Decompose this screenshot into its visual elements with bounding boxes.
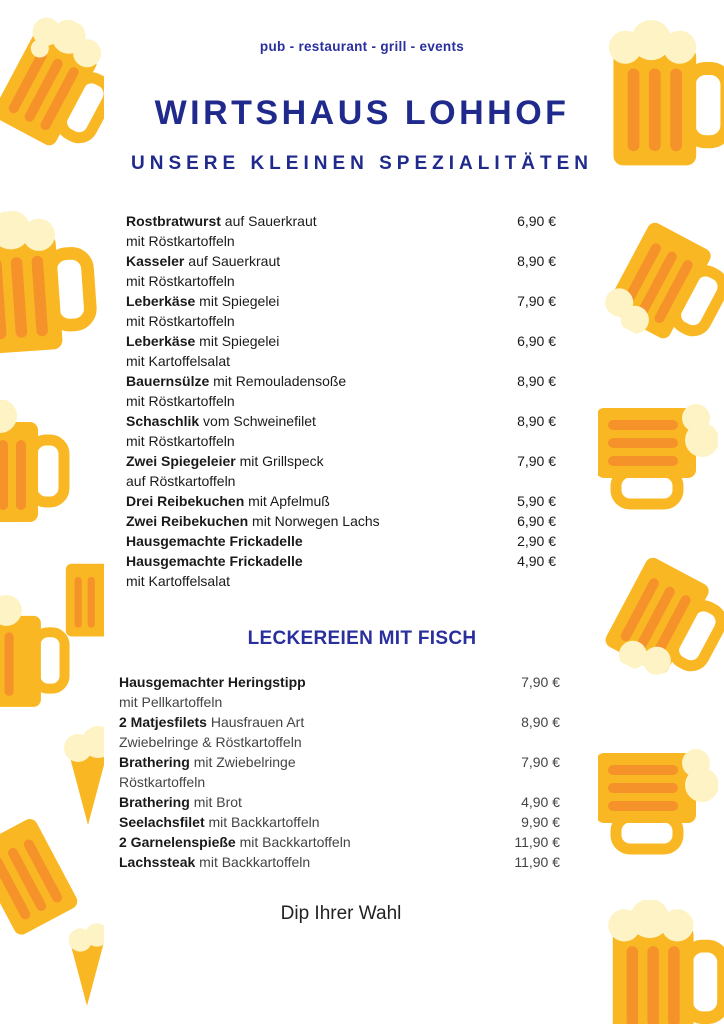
menu-item-price: 7,90 € [521,754,560,770]
dish-description: auf Sauerkraut [188,253,281,269]
menu-item-side: mit Röstkartoffeln [126,233,235,249]
page-title: WIRTSHAUS LOHHOF [154,94,570,132]
menu-item-side: Röstkartoffeln [119,774,206,790]
menu-item-name [126,451,324,471]
beer-mug-icon [598,400,718,510]
menu-item [126,371,566,391]
menu-item-price: 8,90 € [521,714,560,730]
menu-item-price: 6,90 € [517,333,556,349]
menu-item-name [126,251,280,271]
menu-item-name [126,511,380,531]
menu-item-price: 4,90 € [517,553,556,569]
menu-item-name [119,832,351,852]
page-subtitle: UNSERE KLEINEN SPEZIALITÄTEN [131,153,593,174]
tagline: pub - restaurant - grill - events [259,39,465,54]
beer-mug-icon [598,745,718,855]
dish-description: mit Backkartoffeln [239,834,351,850]
dish-name: Rostbratwurst [126,213,221,229]
menu-item-price: 4,90 € [521,794,560,810]
menu-item [126,411,566,431]
menu-item [119,712,564,732]
menu-item [126,491,566,511]
menu-item [126,331,566,351]
dish-description: mit Remouladensoße [213,373,347,389]
menu-item-name [126,331,279,351]
beer-mug-icon [0,590,70,720]
dish-name: 2 Garnelenspieße [119,834,236,850]
menu-item [119,852,564,872]
dish-name: Hausgemachter Heringstipp [119,674,306,690]
menu-item-price: 8,90 € [517,373,556,389]
menu-item-price: 7,90 € [517,293,556,309]
menu-item-price: 2,90 € [517,533,556,549]
dish-name: Hausgemachte Frickadelle [126,553,303,569]
menu-item-price: 7,90 € [521,674,560,690]
dish-name: Lachssteak [119,854,196,870]
menu-item-name [119,752,296,772]
menu-item-price: 11,90 € [514,834,560,850]
menu-item [126,251,566,271]
dish-name: Brathering [119,754,190,770]
dish-description: mit Spiegelei [199,293,280,309]
fish-section-title: LECKEREIEN MIT FISCH [247,628,477,649]
menu-item [126,451,566,471]
menu-item-name [126,411,316,431]
dish-name: Drei Reibekuchen [126,493,245,509]
menu-item [119,832,564,852]
menu-item-side: mit Röstkartoffeln [126,313,235,329]
dip-note: Dip Ihrer Wahl [280,903,402,924]
dish-name: Seelachsfilet [119,814,205,830]
menu-item-price: 6,90 € [517,513,556,529]
menu-item-side: Zwiebelringe & Röstkartoffeln [119,734,302,750]
specialties-menu [126,211,566,591]
menu-item [126,531,566,551]
menu-item-side: mit Kartoffelsalat [126,353,231,369]
menu-item [119,812,564,832]
menu-item-name [119,852,310,872]
menu-item-price: 5,90 € [517,493,556,509]
menu-item-name [119,792,242,812]
beer-mug-icon [598,197,724,363]
menu-item-name [126,551,303,571]
dish-description: auf Sauerkraut [224,213,317,229]
beer-mug-icon [0,205,104,364]
dish-name: Zwei Reibekuchen [126,513,249,529]
menu-item-price: 9,90 € [521,814,560,830]
menu-item-price: 11,90 € [514,854,560,870]
menu-item [126,291,566,311]
dish-name: Hausgemachte Frickadelle [126,533,303,549]
menu-item-name [119,672,306,692]
fish-menu [119,672,564,872]
menu-item-name [126,291,279,311]
menu-item-name [126,211,317,231]
dish-description: mit Zwiebelringe [193,754,296,770]
menu-item-price: 8,90 € [517,413,556,429]
menu-item-name [126,531,303,551]
menu-item-side: mit Röstkartoffeln [126,433,235,449]
beer-mug-icon [0,400,70,530]
dish-name: Bauernsülze [126,373,210,389]
dish-description: vom Schweinefilet [203,413,316,429]
menu-item-price: 6,90 € [517,213,556,229]
dish-description: mit Spiegelei [199,333,280,349]
dish-name: Leberkäse [126,333,196,349]
menu-item [126,511,566,531]
beer-mug-icon [598,532,724,698]
dish-name: Brathering [119,794,190,810]
menu-item-name [119,812,320,832]
dish-description: mit Backkartoffeln [208,814,320,830]
dish-name: Kasseler [126,253,185,269]
menu-item [119,792,564,812]
menu-item-side: mit Pellkartoffeln [119,694,223,710]
dish-description: mit Backkartoffeln [199,854,311,870]
menu-item-side: mit Kartoffelsalat [126,573,231,589]
dish-name: Zwei Spiegeleier [126,453,236,469]
menu-item [119,672,564,692]
menu-item [126,551,566,571]
menu-item [119,752,564,772]
menu-item-price: 8,90 € [517,253,556,269]
dish-description: mit Norwegen Lachs [252,513,380,529]
dish-description: mit Apfelmuß [248,493,330,509]
dish-name: Leberkäse [126,293,196,309]
menu-item-name [126,491,330,511]
menu-item [126,211,566,231]
dish-description: mit Brot [193,794,242,810]
menu-item-side: mit Röstkartoffeln [126,393,235,409]
menu-item-name [119,712,304,732]
dish-name: Schaschlik [126,413,200,429]
menu-item-name [126,371,346,391]
beer-mug-icon [0,4,104,170]
menu-item-side: auf Röstkartoffeln [126,473,236,489]
dish-description: Hausfrauen Art [210,714,305,730]
menu-item-price: 7,90 € [517,453,556,469]
dish-name: 2 Matjesfilets [119,714,207,730]
menu-item-side: mit Röstkartoffeln [126,273,235,289]
dish-description: mit Grillspeck [239,453,324,469]
